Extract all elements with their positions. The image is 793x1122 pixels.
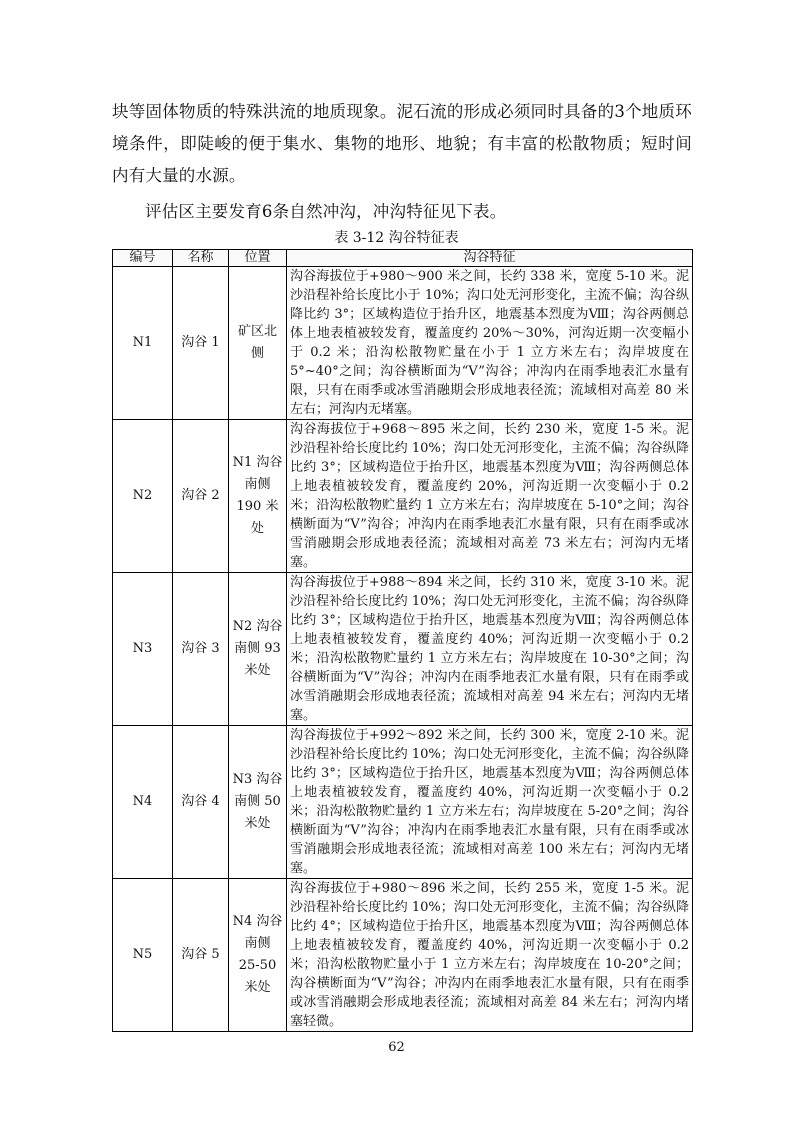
cell-feature: 沟谷海拔位于+968～895 米之间，长约 230 米，宽度 1-5 米。泥沙沿程补给长度比约 10%；沟口处无河形变化，主流不偏；沟谷纵降比约 3°；区域构造位于抬升区，地震基本烈度为Ⅷ；沟谷两侧总体上地表植被较发育，覆盖度约 20%，河沟近期一次变幅小于 0.2 米；沿沟松散物贮量约 1 立方米左右；沟岸坡度在 5-10°之间；沟谷横断面为“V”沟谷；冲沟内在雨季地表汇水量有限，只有在雨季或冰雪消融期会形成地表径流；流域相对高差 73 米左右；河沟内无堵塞。 — [287, 420, 693, 573]
cell-location: N1 沟谷南侧 190 米处 — [229, 420, 287, 573]
body-paragraph-1: 块等固体物质的特殊洪流的地质现象。泥石流的形成必须同时具备的3个地质环境条件，即陡峻的便于集水、集物的地形、地貌；有丰富的松散物质；短时间内有大量的水源。 — [112, 102, 692, 185]
cell-location: N2 沟谷南侧 93 米处 — [229, 573, 287, 726]
cell-feature: 沟谷海拔位于+992～892 米之间，长约 300 米，宽度 2-10 米。泥沙沿程补给长度比约 10%；沟口处无河形变化，主流不偏；沟谷纵降比约 3°；区域构造位于抬升区，地震基本烈度为Ⅷ；沟谷两侧总体上地表植被较发育，覆盖度约 40%，河沟近期一次变幅小于 0.2 米；沿沟松散物贮量约 1 立方米左右；沟岸坡度在 5-20°之间；沟谷横断面为“V”沟谷；冲沟内在雨季地表汇水量有限，只有在雨季或冰雪消融期会形成地表径流；流域相对高差 100 米左右；河沟内无堵塞。 — [287, 726, 693, 879]
table-row — [113, 573, 693, 726]
cell-location: N3 沟谷南侧 50 米处 — [229, 726, 287, 879]
body-paragraph-2: 评估区主要发育6条自然冲沟，冲沟特征见下表。 — [145, 202, 507, 221]
header-name: 名称 — [173, 250, 229, 267]
page-number: 62 — [388, 1040, 405, 1055]
cell-id: N2 — [113, 420, 173, 573]
cell-name: 沟谷 1 — [173, 267, 229, 420]
table-row — [113, 420, 693, 573]
cell-feature: 沟谷海拔位于+988～894 米之间，长约 310 米，宽度 3-10 米。泥沙沿程补给长度比约 10%；沟口处无河形变化，主流不偏；沟谷纵降比约 3°；区域构造位于抬升区，地震基本烈度为Ⅷ；沟谷两侧总体上地表植被较发育，覆盖度约 40%；河沟近期一次变幅小于 0.2 米；沿沟松散物贮量约 1 立方米左右；沟岸坡度在 10-30°之间；沟谷横断面为“V”沟谷；冲沟内在雨季地表汇水量有限，只有在雨季或冰雪消融期会形成地表径流；流域相对高差 94 米左右；河沟内无堵塞。 — [287, 573, 693, 726]
cell-name: 沟谷 5 — [173, 879, 229, 1032]
cell-id: N4 — [113, 726, 173, 879]
cell-id: N5 — [113, 879, 173, 1032]
cell-feature: 沟谷海拔位于+980～896 米之间，长约 255 米，宽度 1-5 米。泥沙沿程补给长度比约 10%；沟口处无河形变化，主流不偏；沟谷纵降比约 4°；区域构造位于抬升区，地震基本烈度为Ⅷ；沟谷两侧总体上地表植被较发育，覆盖度约 40%，河沟近期一次变幅小于 0.2 米；沿沟松散物贮量小于 1 立方米左右；沟岸坡度在 10-20°之间；沟谷横断面为“V”沟谷；冲沟内在雨季地表汇水量有限，只有在雨季或冰雪消融期会形成地表径流；流域相对高差 84 米左右；河沟内堵塞轻微。 — [287, 879, 693, 1032]
cell-location: 矿区北侧 — [229, 267, 287, 420]
cell-name: 沟谷 2 — [173, 420, 229, 573]
table-row — [113, 267, 693, 420]
table-row — [113, 726, 693, 879]
cell-name: 沟谷 4 — [173, 726, 229, 879]
cell-id: N3 — [113, 573, 173, 726]
table-header-row — [113, 250, 693, 267]
header-feature: 沟谷特征 — [287, 250, 693, 267]
table-caption: 表 3-12 沟谷特征表 — [334, 230, 459, 246]
gully-feature-table — [112, 249, 693, 1032]
cell-feature: 沟谷海拔位于+980～900 米之间，长约 338 米，宽度 5-10 米。泥沙沿程补给长度比小于 10%；沟口处无河形变化，主流不偏；沟谷纵降比约 3°；区域构造位于抬升区，地震基本烈度为Ⅷ；沟谷两侧总体上地表植被较发育，覆盖度约 20%～30%，河沟近期一次变幅小于 0.2 米；沿沟松散物贮量在小于 1 立方米左右；沟岸坡度在 5°~40°之间；沟谷横断面为“V”沟谷；冲沟内在雨季地表汇水量有限，只有在雨季或冰雪消融期会形成地表径流；流域相对高差 80 米左右；河沟内无堵塞。 — [287, 267, 693, 420]
cell-id: N1 — [113, 267, 173, 420]
cell-name: 沟谷 3 — [173, 573, 229, 726]
header-location: 位置 — [229, 250, 287, 267]
cell-location: N4 沟谷南侧 25-50 米处 — [229, 879, 287, 1032]
header-id: 编号 — [113, 250, 173, 267]
table-row — [113, 879, 693, 1032]
